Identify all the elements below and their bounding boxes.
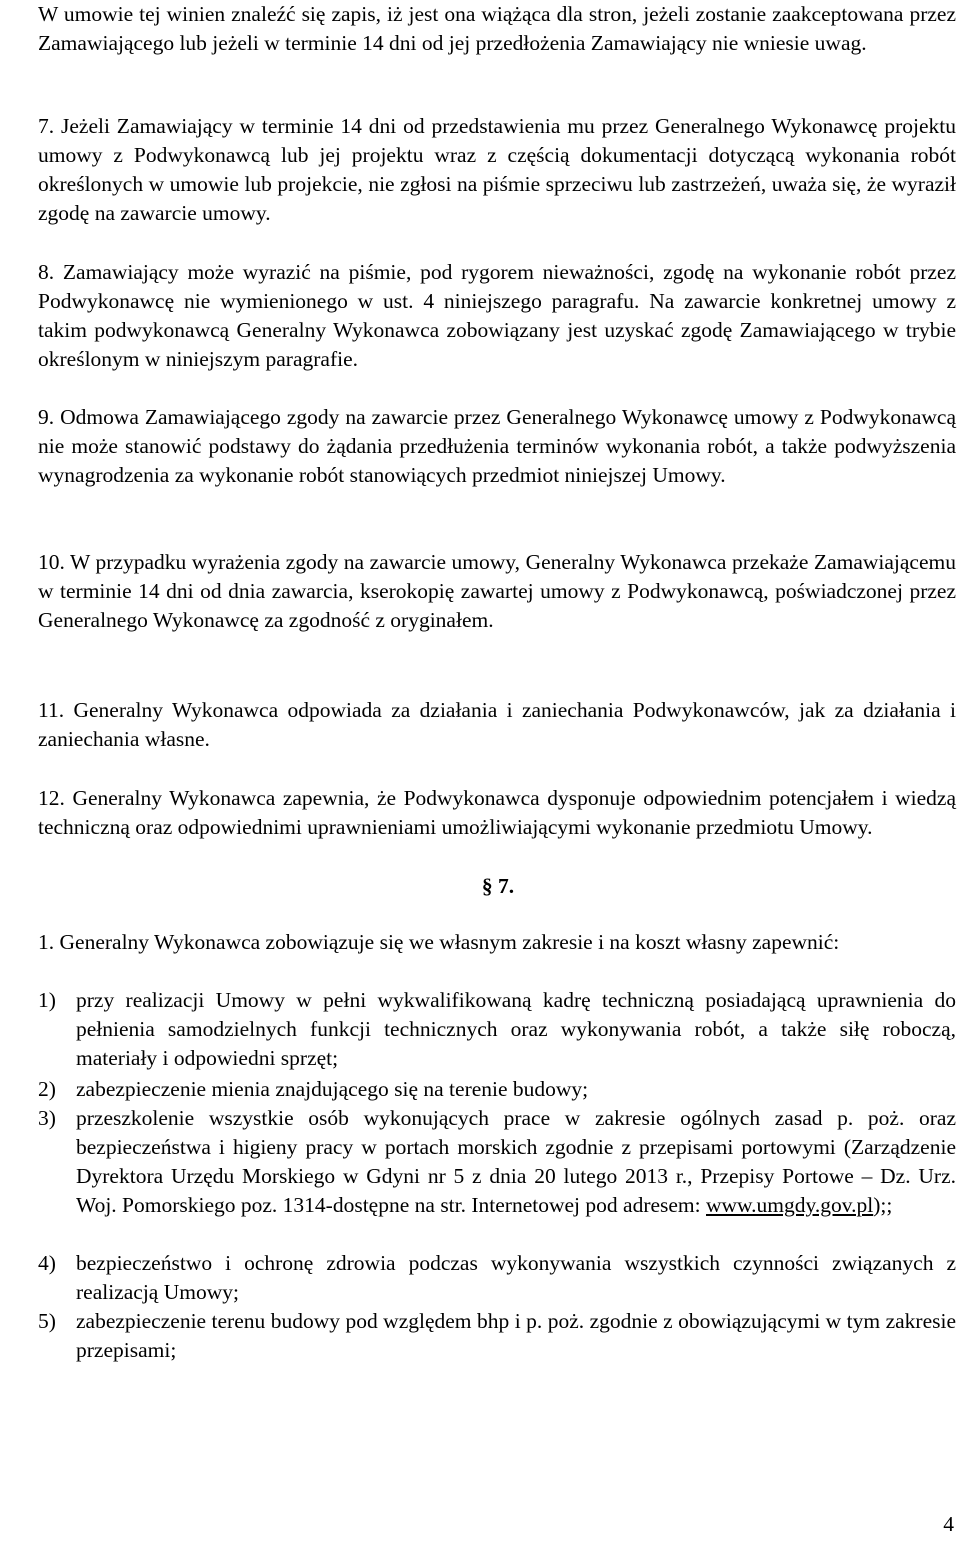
section-heading: § 7. bbox=[481, 874, 515, 898]
intro-paragraph: W umowie tej winien znaleźć się zapis, iż jest ona wiążąca dla stron, jeżeli zostanie zaakceptowana przez Zamawiającego lub jeżeli w terminie 14 dni od jej przedłożenia Zamawiający nie wniesie uwag. bbox=[38, 2, 956, 55]
paragraph-12-number: 12. bbox=[38, 786, 65, 810]
paragraph-9 bbox=[38, 403, 956, 490]
list-item-number: 1) bbox=[38, 988, 56, 1012]
list-item-text: zabezpieczenie mienia znajdującego się na terenie budowy; bbox=[76, 1077, 589, 1101]
list-item bbox=[38, 1307, 956, 1365]
paragraph-8 bbox=[38, 258, 956, 374]
paragraph-7-number: 7. bbox=[38, 114, 55, 138]
paragraph-8-number: 8. bbox=[38, 260, 55, 284]
paragraph-7-text: Jeżeli Zamawiający w terminie 14 dni od przedstawienia mu przez Generalnego Wykonawcę projektu umowy z Podwykonawcą lub jej projektu wraz z częścią dokumentacji dotyczącą wykonania robót określonych w umowie lub projekcie, nie zgłosi na piśmie sprzeciwu lub zastrzeżeń, uważa się, że wyraził zgodę na zawarcie umowy. bbox=[38, 114, 956, 225]
paragraph-11-number: 11. bbox=[38, 698, 65, 722]
section7-paragraph-1-text: Generalny Wykonawca zobowiązuje się we własnym zakresie i na koszt własny zapewnić: bbox=[59, 930, 840, 954]
section7-paragraph-1 bbox=[38, 928, 956, 957]
list-item-text: bezpieczeństwo i ochronę zdrowia podczas wykonywania wszystkich czynności związanych z realizacją Umowy; bbox=[76, 1251, 956, 1304]
paragraph-12 bbox=[38, 784, 956, 842]
list-item-number: 3) bbox=[38, 1106, 56, 1130]
list-item-number: 5) bbox=[38, 1309, 56, 1333]
page-number: 4 bbox=[943, 1512, 954, 1536]
list-item-number: 4) bbox=[38, 1251, 56, 1275]
list-item-text: zabezpieczenie terenu budowy pod względem bhp i p. poż. zgodnie z obowiązującymi w tym zakresie przepisami; bbox=[76, 1309, 956, 1362]
paragraph-10 bbox=[38, 548, 956, 635]
list-item-text: przy realizacji Umowy w pełni wykwalifikowaną kadrę techniczną posiadającą uprawnienia do pełnienia samodzielnych funkcji technicznych oraz wykonywania robót, a także siłę roboczą, materiały i odpowiedni sprzęt; bbox=[76, 988, 956, 1070]
website-link[interactable]: www.umgdy.gov.pl bbox=[706, 1193, 874, 1217]
paragraph-7 bbox=[38, 112, 956, 228]
list-item bbox=[38, 1075, 956, 1104]
paragraph-12-text: Generalny Wykonawca zapewnia, że Podwykonawca dysponuje odpowiednim potencjałem i wiedzą techniczną oraz odpowiednimi uprawnieniami umożliwiającymi wykonanie przedmiotu Umowy. bbox=[38, 786, 957, 839]
section7-paragraph-1-number: 1. bbox=[38, 930, 55, 954]
list-item bbox=[38, 1104, 956, 1220]
list-item bbox=[38, 986, 956, 1073]
paragraph-10-number: 10. bbox=[38, 550, 65, 574]
paragraph-11 bbox=[38, 696, 956, 754]
list-item-text-end: );; bbox=[873, 1193, 893, 1217]
list-item-text: przeszkolenie wszystkie osób wykonujących prace w zakresie ogólnych zasad p. poż. oraz bezpieczeństwa i higieny pracy w portach morskich zgodnie z przepisami portowymi (Zarządzenie Dyrektora Urzędu Morskiego w Gdyni nr 5 z dnia 20 lutego 2013 r., Przepisy Portowe – Dz. Urz. Woj. Pomorskiego poz. 1314-dostępne na str. Internetowej pod adresem: bbox=[76, 1106, 956, 1217]
paragraph-10-text: W przypadku wyrażenia zgody na zawarcie umowy, Generalny Wykonawca przekaże Zamawiającemu w terminie 14 dni od dnia zawarcia, kserokopię zawartej umowy z Podwykonawcą, poświadczonej przez Generalnego Wykonawcę za zgodność z oryginałem. bbox=[38, 550, 956, 632]
paragraph-8-text: Zamawiający może wyrazić na piśmie, pod rygorem nieważności, zgodę na wykonanie robót przez Podwykonawcę nie wymienionego w ust. 4 niniejszego paragrafu. Na zawarcie konkretnej umowy z takim podwykonawcą Generalny Wykonawca zobowiązany jest uzyskać zgodę Zamawiającego w trybie określonym w niniejszym paragrafie. bbox=[38, 260, 956, 371]
list-item-number: 2) bbox=[38, 1077, 56, 1101]
list-item bbox=[38, 1249, 956, 1307]
paragraph-9-number: 9. bbox=[38, 405, 55, 429]
paragraph-9-text: Odmowa Zamawiającego zgody na zawarcie przez Generalnego Wykonawcę umowy z Podwykonawcą nie może stanowić podstawy do żądania przedłużenia terminów wykonania robót, a także podwyższenia wynagrodzenia za wykonanie robót stanowiących przedmiot niniejszej Umowy. bbox=[38, 405, 956, 487]
paragraph-11-text: Generalny Wykonawca odpowiada za działania i zaniechania Podwykonawców, jak za działania i zaniechania własne. bbox=[38, 698, 957, 751]
